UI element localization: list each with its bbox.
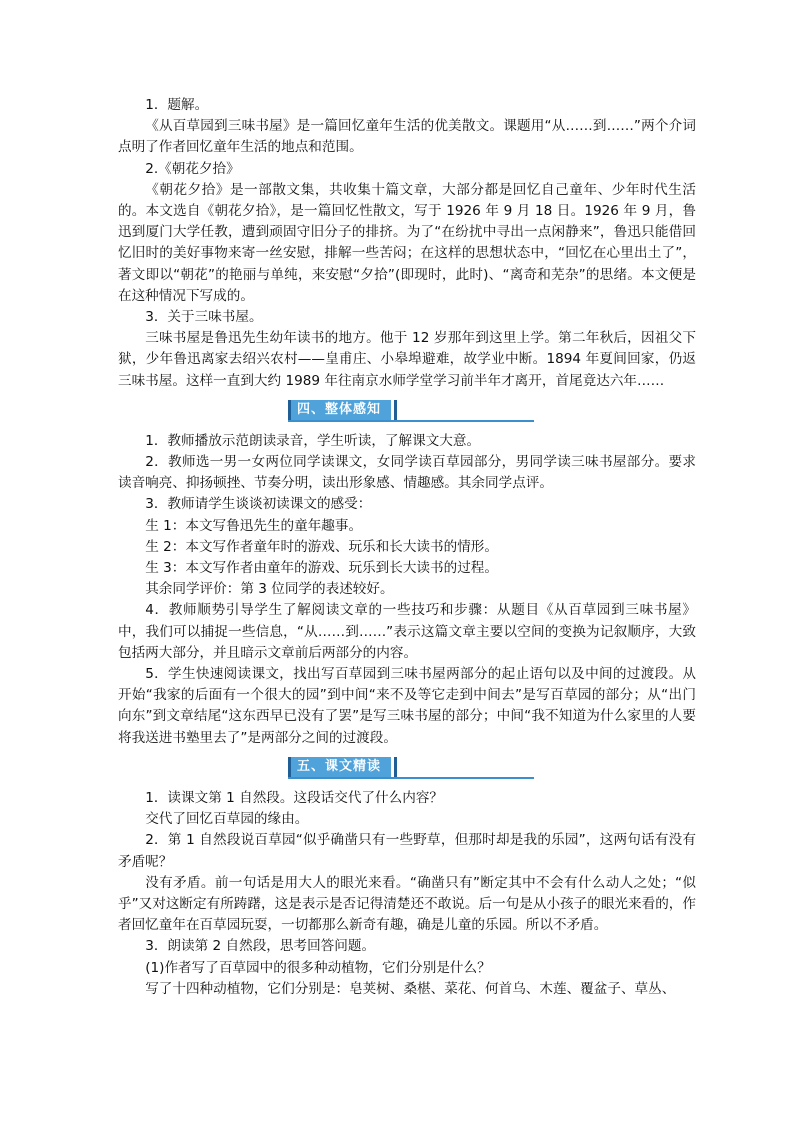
paragraph-answer-1: 交代了回忆百草园的缘由。	[145, 811, 309, 828]
section-four-header	[118, 400, 696, 422]
document-page	[118, 95, 696, 1000]
paragraph-zhaohua-heading: 2.《朝花夕拾》	[145, 160, 240, 177]
paragraph-step-2: 2．教师选一男一女两位同学读课文，女同学读百草园部分，男同学读三味书屋部分。要求读音响亮、抑扬顿挫、节奏分明，读出形象感、情趣感。其余同学点评。	[118, 454, 696, 492]
paragraph-question-3-1: (1)作者写了百草园中的很多种动植物，它们分别是什么？	[145, 959, 491, 976]
section-divider	[288, 777, 534, 779]
section-divider	[288, 420, 534, 422]
paragraph-step-1: 1．教师播放示范朗读录音，学生听读，了解课文大意。	[145, 432, 481, 449]
paragraph-student-2: 生 2：本文写作者童年时的游戏、玩乐和长大读书的情形。	[145, 538, 498, 555]
paragraph-answer-3-1: 写了十四种动植物，它们分别是：皂荚树、桑椹、菜花、何首乌、木莲、覆盆子、草丛、	[145, 980, 676, 997]
section-five-header	[118, 757, 696, 779]
paragraph-question-3: 3．朗读第 2 自然段，思考回答问题。	[145, 938, 376, 955]
paragraph-step-3: 3．教师请学生谈谈初读课文的感受：	[145, 496, 372, 513]
paragraph-question-1: 1．读课文第 1 自然段。这段话交代了什么内容？	[145, 789, 444, 806]
paragraph-step-5: 5．学生快速阅读课文，找出写百草园到三味书屋两部分的起止语句以及中间的过渡段。从开始“我家的后面有一个很大的园”到中间“来不及等它走到中间去”是写百草园的部分；从“出门向东”到文章结尾“这东西早已没有了罢”是写三味书屋的部分；中间“我不知道为什么家里的人要将我送进书塾里去了”是两部分之间的过渡段。	[118, 666, 696, 746]
paragraph-question-2: 2．第 1 自然段说百草园“似乎确凿只有一些野草，但那时却是我的乐园”，这两句话有没有矛盾呢？	[118, 832, 696, 870]
paragraph-student-1: 生 1：本文写鲁迅先生的童年趣事。	[145, 517, 363, 534]
section-five-title: 五、课文精读	[288, 757, 391, 777]
paragraph-sanwei-heading: 3．关于三味书屋。	[145, 309, 263, 326]
paragraph-answer-2: 没有矛盾。前一句话是用大人的眼光来看。“确凿只有”断定其中不会有什么动人之处；“似乎”又对这断定有所踌躇，这是表示是否记得清楚还不敢说。后一句是从小孩子的眼光来看的，作者回忆童年在百草园玩耍，一切都那么新奇有趣，确是儿童的乐园。所以不矛盾。	[118, 874, 696, 934]
paragraph-intro-heading: 1．题解。	[145, 97, 209, 113]
paragraph-step-4: 4．教师顺势引导学生了解阅读文章的一些技巧和步骤：从题目《从百草园到三味书屋》中，我们可以捕捉一些信息，“从……到……”表示这篇文章主要以空间的变换为记叙顺序，大致包括两大部分，并且暗示文章前后两部分的内容。	[118, 602, 696, 661]
paragraph-zhaohua-body: 《朝花夕拾》是一部散文集，共收集十篇文章，大部分都是回忆自己童年、少年时代生活的。本文选自《朝花夕拾》，是一篇回忆性散文，写于 1926 年 9 月 18 日。1926 年 9 月，鲁迅到厦门大学任教，遭到顽固守旧分子的排挤。为了“在纷扰中寻出一点闲静来”，鲁迅只能借回忆旧时的美好事物来寄一丝安慰，排解一些苦闷；在这样的思想状态中，“回忆在心里出土了”，著文即以“朝花”的艳丽与单纯，来安慰“夕拾”(即现时，此时)、“离奇和芜杂”的思绪。本文便是在这种情况下写成的。	[118, 181, 696, 304]
paragraph-student-3: 生 3：本文写作者由童年的游戏、玩乐到长大读书的过程。	[145, 560, 498, 577]
paragraph-title-explanation: 《从百草园到三味书屋》是一篇回忆童年生活的优美散文。课题用“从……到……”两个介词点明了作者回忆童年生活的地点和范围。	[118, 118, 696, 156]
paragraph-sanwei-body: 三味书屋是鲁迅先生幼年读书的地方。他于 12 岁那年到这里上学。第二年秋后，因祖父下狱，少年鲁迅离家去绍兴农村——皇甫庄、小皋埠避难，故学业中断。1894 年夏间回家，仍返三味书屋。这样一直到大约 1989 年往南京水师学堂学习前半年才离开，首尾竟达六年……	[118, 330, 696, 389]
section-four-title: 四、整体感知	[288, 400, 391, 420]
paragraph-evaluation: 其余同学评价：第 3 位同学的表述较好。	[145, 581, 394, 598]
